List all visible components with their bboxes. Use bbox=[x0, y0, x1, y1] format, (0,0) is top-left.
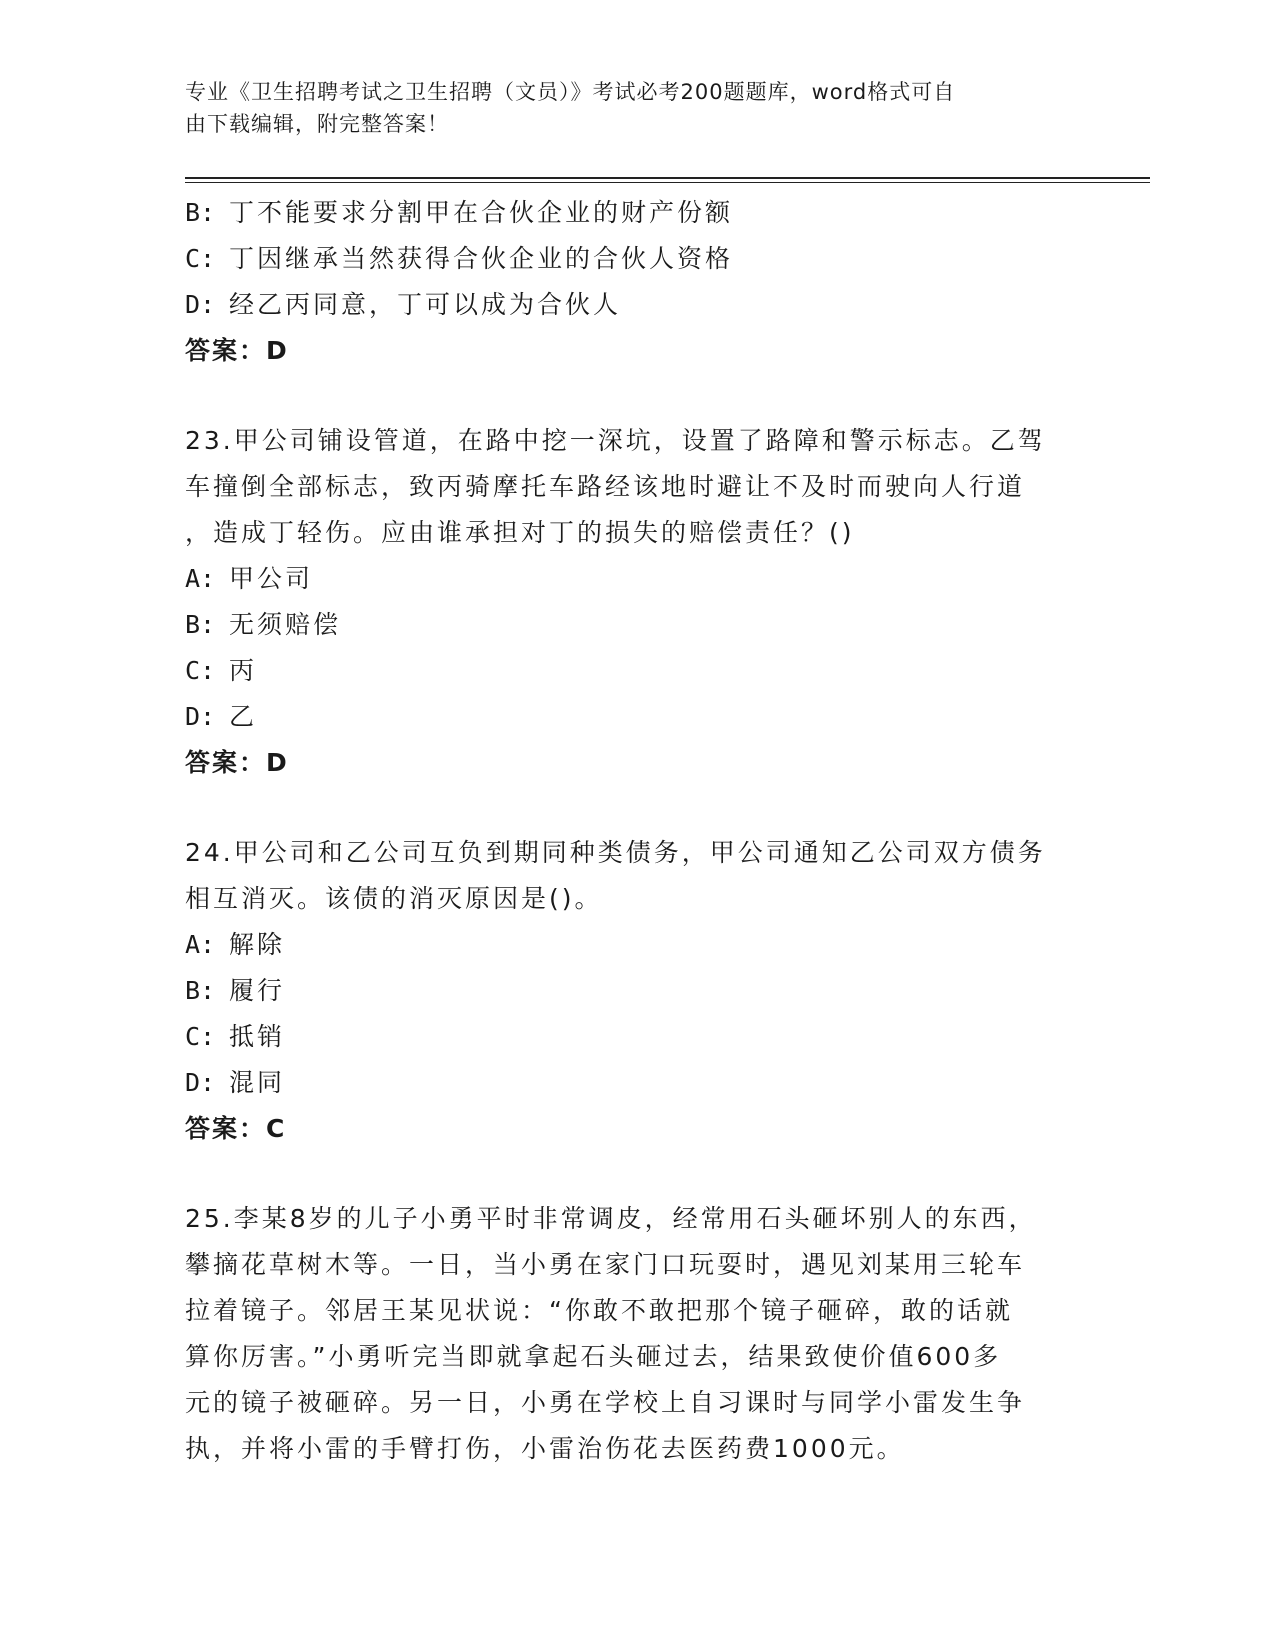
question-text-line: 拉着镜子。邻居王某见状说：“你敢不敢把那个镜子砸碎，敢的话就 bbox=[185, 1296, 1013, 1325]
header-line-2: 由下载编辑，附完整答案！ bbox=[185, 112, 449, 136]
question-24 bbox=[185, 830, 1085, 1152]
question-25 bbox=[185, 1196, 1085, 1472]
header-divider-thin bbox=[185, 182, 1150, 183]
option-text: 甲公司 bbox=[229, 564, 314, 593]
option-c bbox=[185, 1014, 1085, 1060]
option-key: D: bbox=[185, 290, 216, 319]
question-22 bbox=[185, 190, 1085, 374]
option-a bbox=[185, 922, 1085, 968]
option-c bbox=[185, 236, 1085, 282]
question-text-line: 车撞倒全部标志，致丙骑摩托车路经该地时避让不及时而驶向人行道 bbox=[185, 472, 1026, 501]
header-line-1: 专业《卫生招聘考试之卫生招聘（文员）》考试必考200题题库，word格式可自 bbox=[185, 80, 956, 104]
option-key: A: bbox=[185, 930, 216, 959]
question-content bbox=[185, 190, 1085, 1472]
option-text: 丁因继承当然获得合伙企业的合伙人资格 bbox=[229, 244, 734, 273]
answer-line: 答案：D bbox=[185, 336, 289, 365]
document-header bbox=[185, 76, 1065, 140]
option-text: 无须赔偿 bbox=[229, 610, 342, 639]
option-text: 解除 bbox=[229, 930, 286, 959]
option-d bbox=[185, 1060, 1085, 1106]
option-d bbox=[185, 694, 1085, 740]
question-text-line: 攀摘花草树木等。一日，当小勇在家门口玩耍时，遇见刘某用三轮车 bbox=[185, 1250, 1026, 1279]
option-text: 履行 bbox=[229, 976, 286, 1005]
option-text: 乙 bbox=[229, 702, 258, 731]
question-text-line: 25.李某8岁的儿子小勇平时非常调皮，经常用石头砸坏别人的东西， bbox=[185, 1204, 1037, 1233]
option-text: 抵销 bbox=[229, 1022, 286, 1051]
option-c bbox=[185, 648, 1085, 694]
header-divider-thick bbox=[185, 177, 1150, 179]
question-text-line: 23.甲公司铺设管道，在路中挖一深坑，设置了路障和警示标志。乙驾 bbox=[185, 426, 1046, 455]
option-key: A: bbox=[185, 564, 216, 593]
question-text-line: ，造成丁轻伤。应由谁承担对丁的损失的赔偿责任？() bbox=[185, 518, 855, 547]
option-key: C: bbox=[185, 1022, 216, 1051]
answer-line: 答案：D bbox=[185, 748, 289, 777]
option-text: 混同 bbox=[229, 1068, 286, 1097]
option-key: B: bbox=[185, 610, 216, 639]
option-key: B: bbox=[185, 976, 216, 1005]
option-text: 经乙丙同意，丁可以成为合伙人 bbox=[229, 290, 622, 319]
option-key: B: bbox=[185, 198, 216, 227]
question-23 bbox=[185, 418, 1085, 786]
question-text-line: 24.甲公司和乙公司互负到期同种类债务，甲公司通知乙公司双方债务 bbox=[185, 838, 1046, 867]
question-text-line: 相互消灭。该债的消灭原因是()。 bbox=[185, 884, 603, 913]
answer-line: 答案：C bbox=[185, 1114, 287, 1143]
option-b bbox=[185, 190, 1085, 236]
option-key: C: bbox=[185, 656, 216, 685]
option-b bbox=[185, 602, 1085, 648]
option-b bbox=[185, 968, 1085, 1014]
question-text-line: 执，并将小雷的手臂打伤，小雷治伤花去医药费1000元。 bbox=[185, 1434, 905, 1463]
option-a bbox=[185, 556, 1085, 602]
question-text-line: 算你厉害。”小勇听完当即就拿起石头砸过去，结果致使价值600多 bbox=[185, 1342, 1002, 1371]
option-key: D: bbox=[185, 702, 216, 731]
option-text: 丁不能要求分割甲在合伙企业的财产份额 bbox=[229, 198, 734, 227]
option-key: C: bbox=[185, 244, 216, 273]
option-key: D: bbox=[185, 1068, 216, 1097]
question-text-line: 元的镜子被砸碎。另一日，小勇在学校上自习课时与同学小雷发生争 bbox=[185, 1388, 1026, 1417]
option-d bbox=[185, 282, 1085, 328]
option-text: 丙 bbox=[229, 656, 258, 685]
